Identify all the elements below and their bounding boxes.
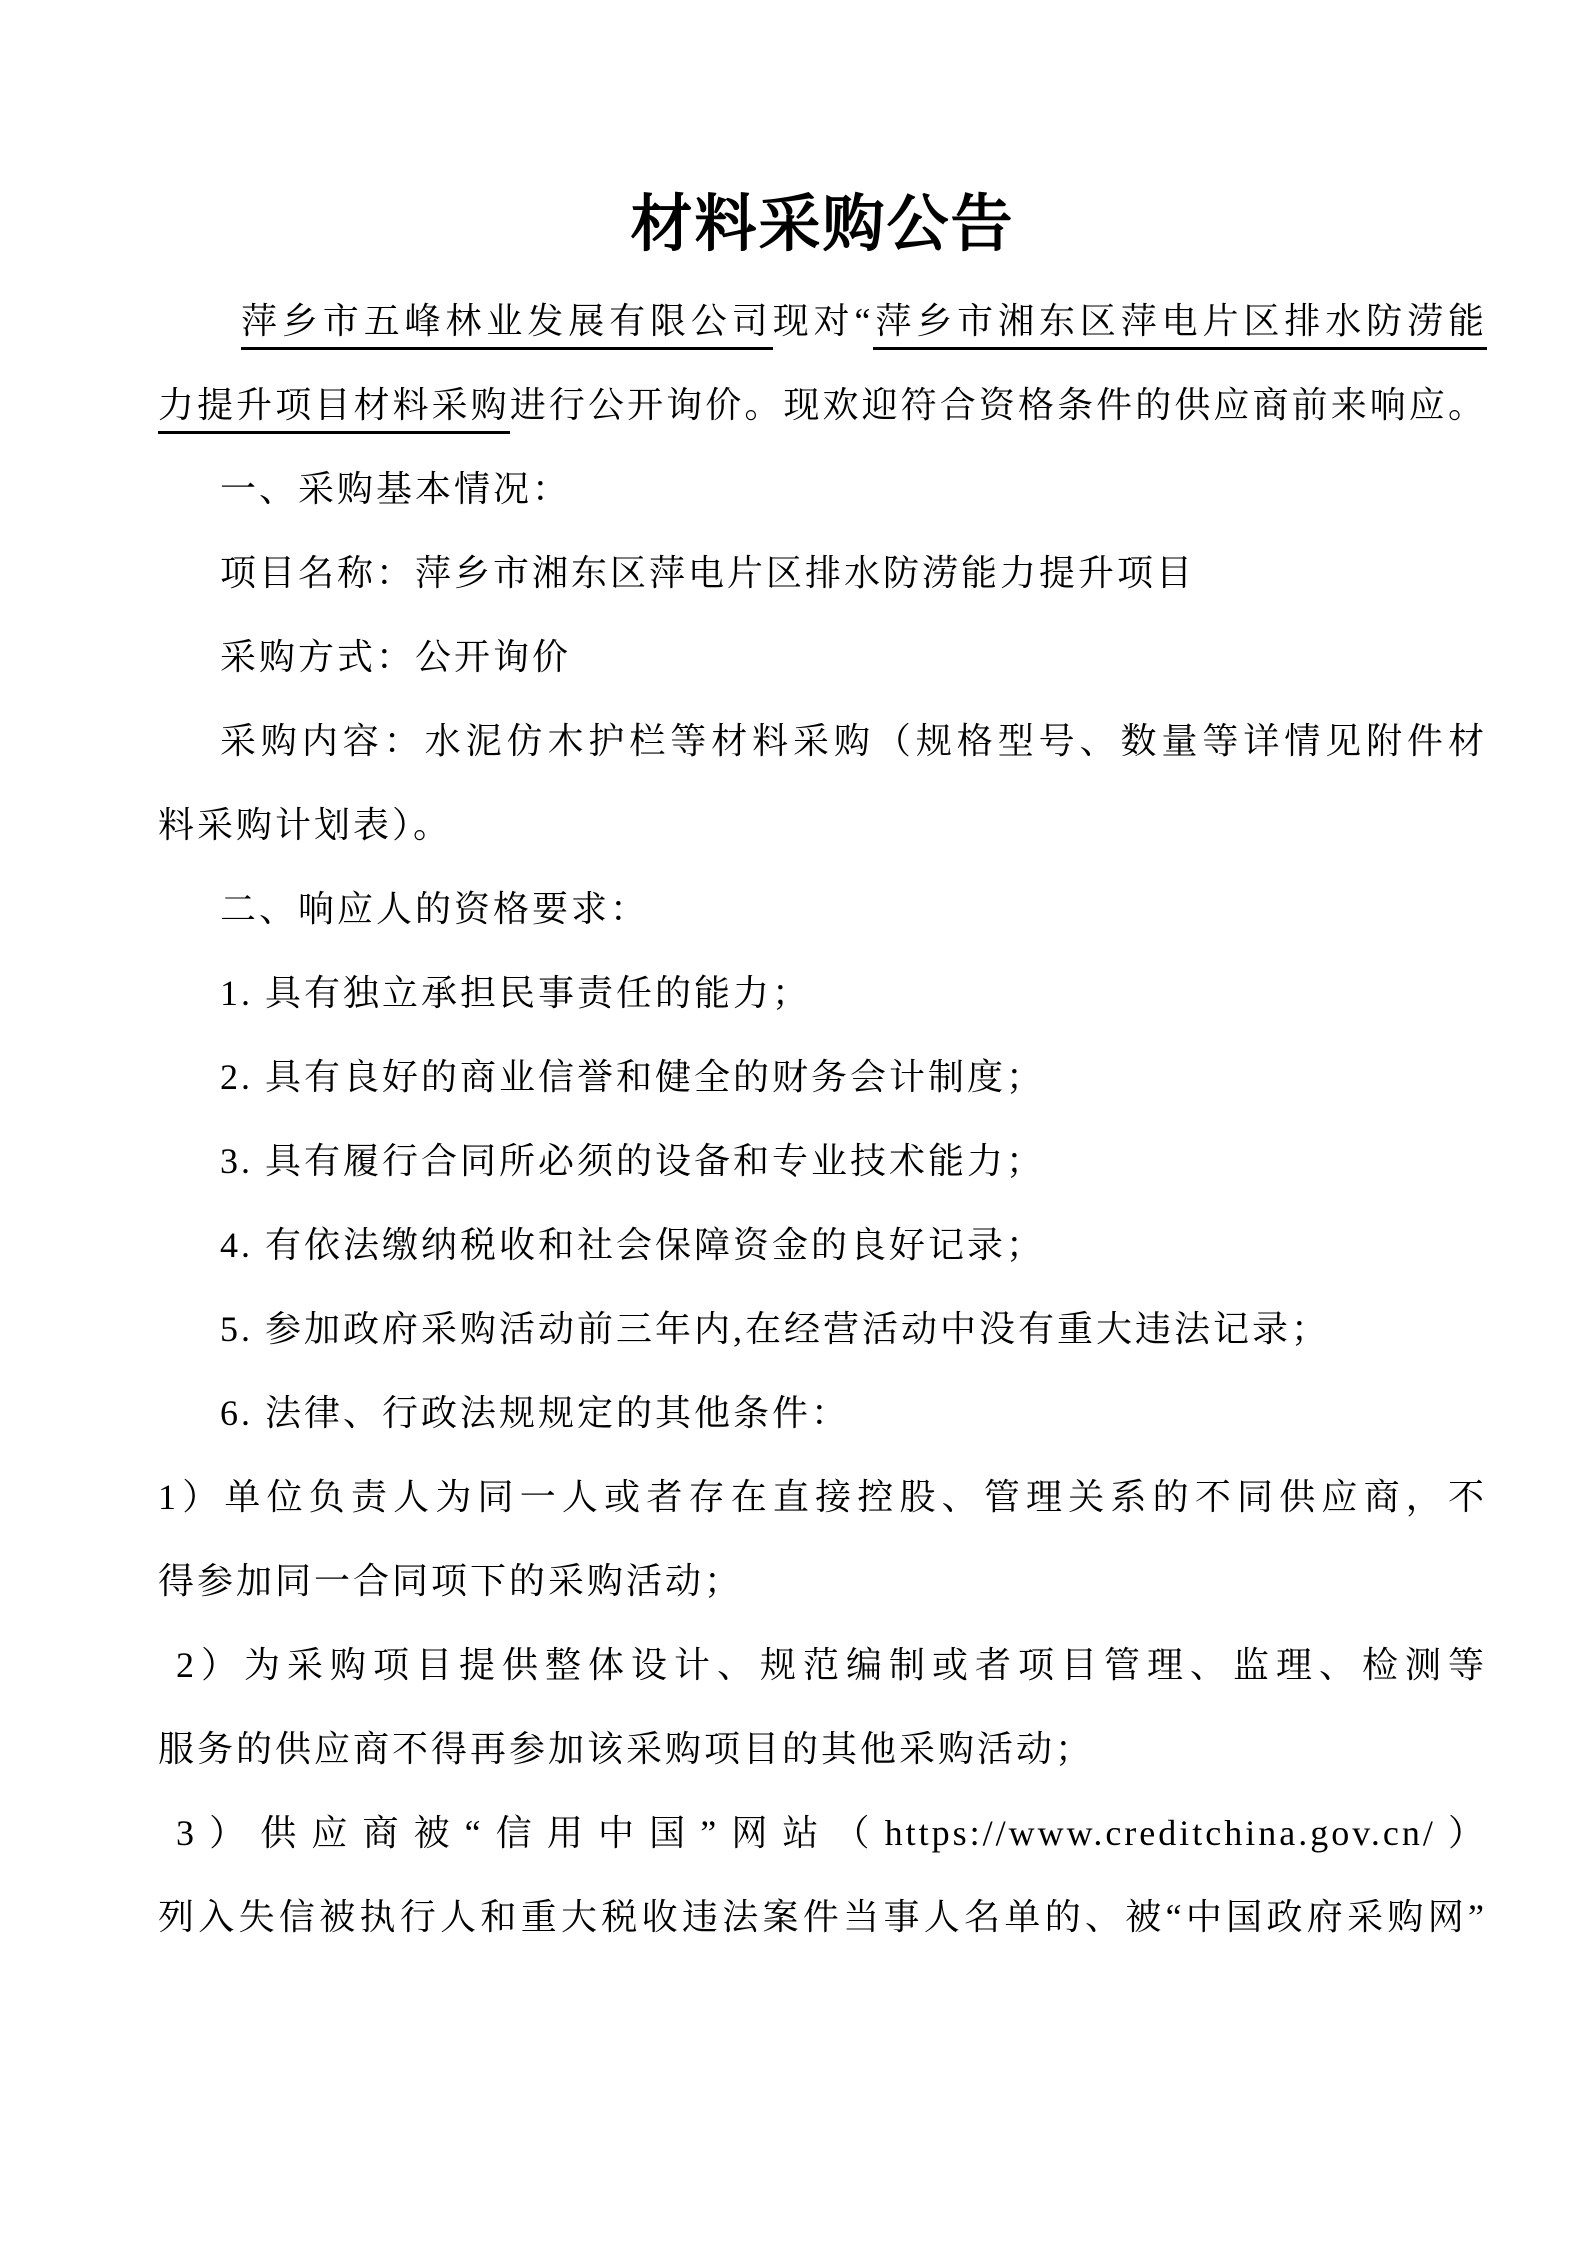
requirement-item-5: 5. 参加政府采购活动前三年内,在经营活动中没有重大违法记录； (220, 1309, 1331, 1349)
requirement-item-4: 4. 有依法缴纳税收和社会保障资金的良好记录； (220, 1225, 1046, 1265)
requirement-item-1: 1. 具有独立承担民事责任的能力； (220, 973, 812, 1013)
intro-rest-text: 进行公开询价。现欢迎符合资格条件的供应商前来响应。 (509, 385, 1487, 425)
sub-item-3-line-1: 3）供应商被“信用中国”网站（https://www.creditchina.gov.cn/） (176, 1813, 1487, 1853)
project-name-underlined-part1: 萍乡市湘东区萍电片区排水防涝能 (873, 301, 1487, 350)
sub-item-2-line-1: 2）为采购项目提供整体设计、规范编制或者项目管理、监理、检测等 (176, 1645, 1487, 1685)
requirement-item-6: 6. 法律、行政法规规定的其他条件： (220, 1393, 851, 1433)
document-content (158, 190, 1487, 1959)
item-procurement-method: 采购方式：公开询价 (220, 637, 572, 677)
item-project-name: 项目名称：萍乡市湘东区萍电片区排水防涝能力提升项目 (220, 553, 1196, 593)
item-procurement-content-line-2: 料采购计划表）。 (158, 805, 453, 845)
intro-line-2 (158, 363, 1487, 447)
intro-connector-text: 现对“ (772, 301, 874, 341)
section1-heading: 一、采购基本情况： (220, 469, 572, 509)
intro-line-1 (158, 279, 1487, 363)
requirement-item-3: 3. 具有履行合同所必须的设备和专业技术能力； (220, 1141, 1046, 1181)
sub-item-3-line-2: 列入失信被执行人和重大税收违法案件当事人名单的、被“中国政府采购网” (158, 1897, 1487, 1937)
purchaser-company-name-underlined: 萍乡市五峰林业发展有限公司 (241, 301, 773, 350)
section2-heading: 二、响应人的资格要求： (220, 889, 650, 929)
requirement-item-2: 2. 具有良好的商业信誉和健全的财务会计制度； (220, 1057, 1046, 1097)
item-procurement-content-line-1: 采购内容：水泥仿木护栏等材料采购（规格型号、数量等详情见附件材 (220, 721, 1487, 761)
document-title: 材料采购公告 (630, 191, 1015, 259)
sub-item-2-line-2: 服务的供应商不得再参加该采购项目的其他采购活动； (158, 1729, 1095, 1769)
sub-item-1-line-1: 1）单位负责人为同一人或者存在直接控股、管理关系的不同供应商，不 (158, 1477, 1487, 1517)
project-name-underlined-part2: 力提升项目材料采购 (158, 385, 510, 434)
sub-item-1-line-2: 得参加同一合同项下的采购活动； (158, 1561, 744, 1601)
